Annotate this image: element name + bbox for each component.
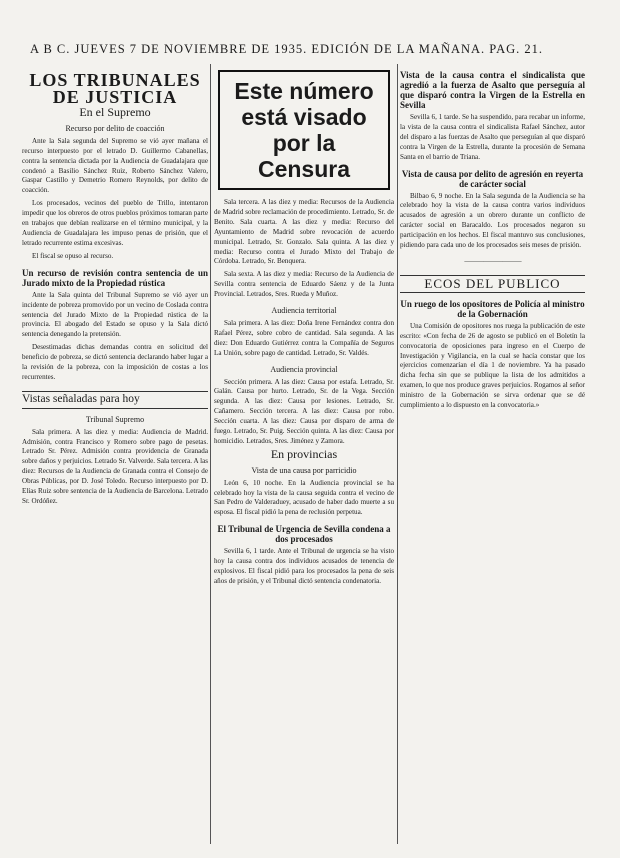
- section-title: LOS TRIBUNALES DE JUSTICIA: [29, 70, 201, 107]
- article-text: Una Comisión de opositores nos ruega la publicación de este escrito: «Con fecha de 26 de agosto se publicó en el Boletín la convocatoria de oposiciones para ingreso en el Cuerpo de Investigación y Vigilancia, en la cual se hacía constar que los ejercicios comenzarían el día 1 de noviembre. Ya ha pasado dicha fecha sin que se publique la lista de los admitidos a examen, lo que nos produce graves perjuicios. Rogamos al señor ministro de la Gobernación se sirva ordenar que se dé cumplimiento a lo dispuesto en la convocatoria.»: [400, 321, 585, 410]
- article-text: Bilbao 6, 9 noche. En la Sala segunda de la Audiencia se ha celebrado hoy la vista de la causa contra varios individuos acusados de agresión a un obrero durante un conflicto de carácter social en Baracaldo. Los procesados negaron su participación en los hechos. El fiscal mantuvo sus conclusiones, pidiendo para cada uno de los procesados seis meses de prisión.: [400, 191, 585, 250]
- article-text: Ante la Sala quinta del Tribunal Supremo se vió ayer un incidente de pobreza promovido por un vecino de Coslada contra sentencia del Jurado Mixto de la Propiedad rústica de la provincia. El abogado del Estado se opuso y la Sala dictó sentencia denegando la pretensión.: [22, 290, 208, 339]
- censorship-notice: Este número está visado por la Censura: [218, 70, 390, 190]
- article-heading: Audiencia territorial: [271, 306, 337, 316]
- ornament-divider: ⸻⸻⸻: [464, 256, 521, 266]
- article-heading: Vista de la causa contra el sindicalista que agredió a la fuerza de Asalto que perseguía al que disparó contra la Virgen de la Estrella en Sevilla: [400, 70, 585, 110]
- article-heading: Recurso por delito de coacción: [65, 123, 165, 133]
- column-rule: [210, 64, 211, 844]
- column-rule: [397, 64, 398, 844]
- section-subtitle: En el Supremo: [79, 105, 151, 119]
- article-text: Los procesados, vecinos del pueblo de Trillo, intentaron impedir que los obreros de otros pueblos próximos tomaran parte en trabajos que debían realizarse en el término municipal, y la Audiencia de Guadalajara les impuso penas de prisión, que el letrado recurrente estima excesivas.: [22, 199, 208, 247]
- article-text: Sevilla 6, 1 tarde. Ante el Tribunal de urgencia se ha visto hoy la causa contra dos individuos acusados de tenencia de explosivos. El fiscal pidió para los procesados la pena de seis años de prisión, y el Tribunal dictó sentencia condenatoria.: [214, 547, 394, 585]
- article-text: Sala sexta. A las diez y media: Recurso de la Audiencia de Sevilla contra sentencia de Eduardo Sáenz y de la Junta Provincial. Letrados, Sres. Rueda y Muñoz.: [214, 270, 394, 299]
- article-heading: Audiencia provincial: [270, 364, 338, 374]
- article-text: León 6, 10 noche. En la Audiencia provincial se ha celebrado hoy la vista de la causa seguida contra el vecino de San Pedro de Valderaduey, acusado de haber dado muerte a su esposa. El fiscal pidió la pena de reclusión perpetua.: [214, 478, 394, 517]
- article-text: Sevilla 6, 1 tarde. Se ha suspendido, para recabar un informe, la vista de la causa contra el sindicalista Rafael Sánchez, autor del disparo a las fuerzas de Asalto que perseguían al que disparó contra la Virgen de la Estrella, durante la procesión de Semana Santa en el barrio de Triana.: [400, 113, 585, 161]
- vistas-subheading: Tribunal Supremo: [85, 414, 145, 424]
- vistas-heading: Vistas señaladas para hoy: [22, 391, 208, 409]
- article-heading: Un ruego de los opositores de Policía al ministro de la Gobernación: [400, 298, 585, 319]
- article-heading: Vista de causa por delito de agresión en reyerta de carácter social: [401, 168, 584, 189]
- article-text: Sala primera. A las diez: Doña Irene Fernández contra don Rafael Pérez, sobre cobro de cantidad. Sala segunda. A las diez: Don Eduardo Gutiérrez contra la Compañía de Seguros La Unión, sobre pago de cantidad. Letrado, Sr. Valdés.: [214, 318, 394, 357]
- article-heading: Un recurso de revisión contra sentencia de un Jurado mixto de la Propiedad rústica: [22, 267, 208, 288]
- article-text: Ante la Sala segunda del Supremo se vió ayer mañana el recurso interpuesto por el letrado D. Guillermo Cabanellas, contra la sentencia dictada por la Audiencia de Guadalajara que condenó a Basilio Sánchez Ruiz, Roberto Sánchez Valero, Gaspar Castillo y Demetrio Romero Reynolds, por delito de coacción.: [22, 136, 208, 195]
- article-heading: Vista de una causa por parricidio: [251, 465, 357, 475]
- column-right: [400, 64, 585, 414]
- column-left: [22, 64, 208, 510]
- article-text: El fiscal se opuso al recurso.: [32, 251, 114, 260]
- article-heading: El Tribunal de Urgencia de Sevilla condena a dos procesados: [217, 524, 391, 545]
- article-text: Sección primera. A las diez: Causa por estafa. Letrado, Sr. Galán. Causa por hurto. Letrado, Sr. de la Vega. Sección segunda. A las diez: Causa por lesiones. Letrado, Sr. Cañamero. Sección tercera. A las diez: Causa por robo. Sección cuarta. A las diez: Causa por disparo de arma de fuego. Letrado, Sr. Puig. Sección quinta. A las diez: Causa por homicidio. Letrados, Sres. Jiménez y Zamora.: [214, 377, 394, 445]
- page-header: A B C. JUEVES 7 DE NOVIEMBRE DE 1935. EDICIÓN DE LA MAÑANA. PAG. 21.: [30, 42, 544, 56]
- column-middle: [214, 64, 394, 590]
- section-subtitle: En provincias: [270, 446, 338, 461]
- ecos-heading: ECOS DEL PUBLICO: [400, 275, 585, 293]
- article-text: Sala primera. A las diez y media: Audiencia de Madrid. Admisión, contra Francisco y Romero sobre pago de pesetas. Letrado Sr. Pérez. Admisión contra providencia de Granada sobre daños y perjuicios. Letrado Sr. Valverde. Sala tercera. A las diez: Recursos de la Audiencia de Granada contra el Consejo de Obras Públicas, por D. José Toledo. Recurso interpuesto por D. Elías Ruiz sobre sentencia de la Audiencia de Barcelona. Letrado Sr. Ordóñez.: [22, 427, 208, 505]
- article-text: Sala tercera. A las diez y media: Recursos de la Audiencia de Madrid sobre reclamación de procedimiento. Letrado, Sr. de Benito. Sala cuarta. A las diez y media: Recurso del Ayuntamiento de Madrid sobre revocación de acuerdo municipal. Letrado, Sr. Gonzalo. Sala quinta. A las diez y media: Recurso contra el Jurado Mixto del Trabajo de Córdoba. Letrado, Sr. Benquera.: [214, 198, 394, 266]
- article-text: Desestimadas dichas demandas contra en solicitud del beneficio de pobreza, se dictó sentencia declarando haber lugar a la revisión de la pobreza, con la imposición de costas a los recurrentes.: [22, 343, 208, 381]
